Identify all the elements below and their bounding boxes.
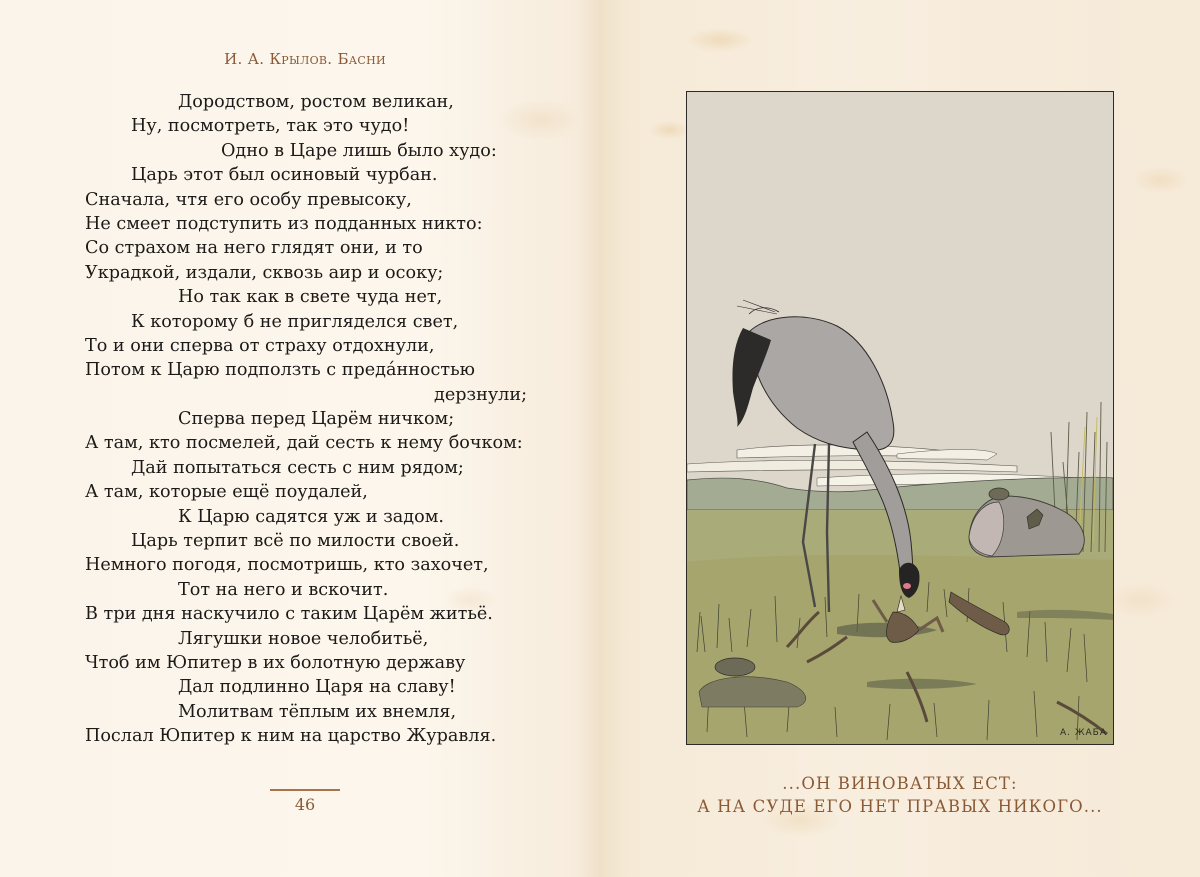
page-number: 46: [294, 795, 316, 814]
poem-line: Молитвам тёплым их внемля,: [178, 701, 457, 722]
poem-line: Сначала, чтя его особу превысоку,: [85, 189, 412, 210]
poem-line: Дай попытаться сесть с ним рядом;: [131, 457, 464, 478]
illustration-caption: [600, 772, 1200, 818]
poem-line: А там, которые ещё поудалей,: [85, 482, 368, 503]
poem-line: А там, кто посмелей, дай сесть к нему бочком:: [85, 433, 523, 454]
poem-line: Немного погодя, посмотришь, кто захочет,: [85, 555, 489, 576]
right-page: [600, 0, 1200, 877]
poem-line: дерзнули;: [433, 384, 527, 405]
poem-text: [85, 90, 545, 749]
poem-line: Не смеет подступить из подданных никто:: [85, 213, 483, 234]
poem-line: Дородством, ростом великан,: [178, 92, 454, 112]
poem-line: Послал Юпитер к ним на царство Журавля.: [85, 726, 497, 747]
poem-line: В три дня наскучило с таким Царём житьё.: [85, 604, 493, 625]
poem-line: Ну, посмотреть, так это чудо!: [131, 116, 410, 137]
poem-line: Царь терпит всё по милости своей.: [131, 531, 460, 552]
caption-line-2: А НА СУДЕ ЕГО НЕТ ПРАВЫХ НИКОГО...: [697, 797, 1103, 816]
crane-illustration: [687, 92, 1113, 744]
poem-line: Тот на него и вскочит.: [178, 579, 389, 600]
poem-line: Царь этот был осиновый чурбан.: [131, 165, 438, 186]
illustration-plate: [686, 91, 1114, 745]
poem-line: Дал подлинно Царя на славу!: [178, 677, 456, 698]
poem-line: Потом к Царю подползть с преда́нностью: [85, 360, 475, 381]
poem-line: Одно в Царе лишь было худо:: [221, 140, 497, 161]
poem-line: Сперва перед Царём ничком;: [178, 409, 455, 430]
poem-line: К которому б не пригляделся свет,: [131, 311, 459, 332]
poem-line: Но так как в свете чуда нет,: [178, 287, 443, 308]
poem-line: К Царю садятся уж и задом.: [178, 506, 445, 527]
poem-line: То и они сперва от страху отдохнули,: [85, 335, 435, 356]
poem-line: Лягушки новое челобитьё,: [178, 628, 429, 649]
artist-signature: А. ЖАБА: [1059, 728, 1107, 738]
caption-line-1: ...ОН ВИНОВАТЫХ ЕСТ:: [782, 774, 1018, 793]
page-number-rule: [270, 789, 340, 791]
poem-line: Со страхом на него глядят они, и то: [85, 238, 423, 259]
poem-line: Чтоб им Юпитер в их болотную державу: [85, 652, 466, 673]
running-head: И. А. Крылов. Басни: [224, 50, 386, 68]
poem-line: Украдкой, издали, сквозь аир и осоку;: [85, 262, 444, 283]
